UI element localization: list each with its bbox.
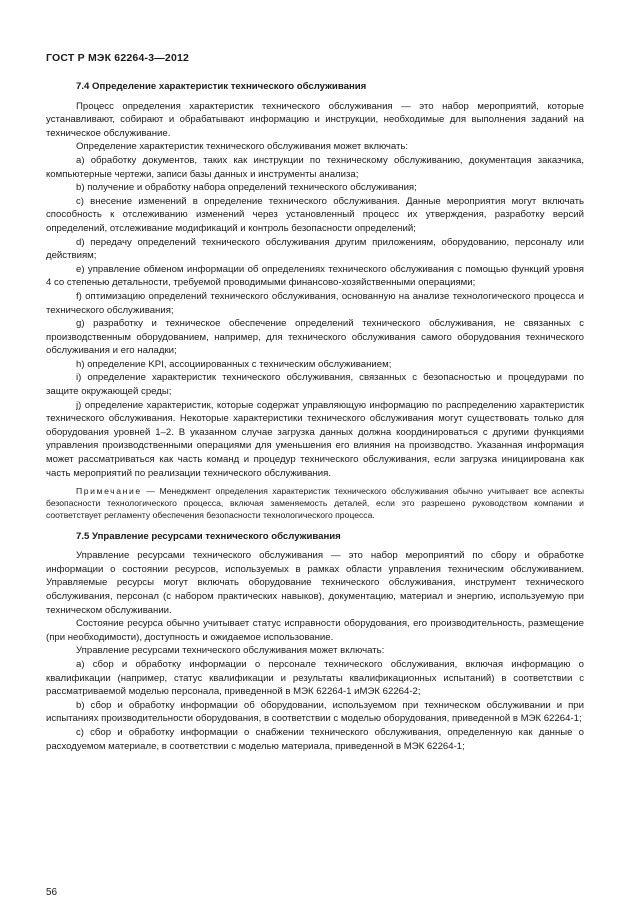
paragraph: Процесс определения характеристик технического обслуживания — это набор мероприятий, которые устанавливают, собирают и обрабатывают информацию и инструкции, необходимые для выполнения заданий на техническое обслуживание. (46, 100, 584, 139)
document-header: ГОСТ Р МЭК 62264-3—2012 (46, 52, 190, 64)
list-item-i: i) определение характеристик технического обслуживания, связанных с безопасностью и процедурами по защите окружающей среды; (46, 372, 584, 398)
list-item-a: a) сбор и обработку информации о персонале технического обслуживания, включая информацию о квалификации (например, статус квалификации и результаты квалификационных испытаний) в соответствии с рассматриваемой моделью персонала, приведенной в МЭК 62264-1 иМЭК 62264-2; (46, 658, 584, 698)
section-heading-7-4: 7.4 Определение характеристик технического обслуживания (76, 81, 367, 92)
section-heading-7-5: 7.5 Управление ресурсами технического обслуживания (76, 530, 341, 542)
list-item-g: g) разработку и техническое обеспечение определений технического обслуживания, не связанных с производственным оборудованием, например, для технического обслуживания самого оборудования технического обслуживания и его наладки; (46, 318, 584, 357)
list-item-e: e) управление обменом информации об определениях технического обслуживания с помощью функций уровня 4 со степенью детальности, требуемой проводимыми финансово-хозяйственными операциями; (46, 263, 584, 289)
note (46, 486, 584, 521)
note-label: Примечание (76, 486, 142, 497)
page-body (46, 80, 584, 753)
list-item-a: a) обработку документов, таких как инструкции по техническому обслуживанию, документация заказчика, компьютерные чертежи, записи базы данных и инструменты анализа; (46, 154, 584, 180)
list-item-b: b) сбор и обработку информации об оборудовании, используемом при техническом обслуживании и при испытаниях производительности оборудования, в соответствии с моделью оборудования, приведенной в МЭК 62264-1; (46, 699, 584, 725)
list-item-d: d) передачу определений технического обслуживания другим приложениям, оборудованию, персоналу или действиям; (46, 236, 584, 262)
paragraph: Состояние ресурса обычно учитывает статус исправности оборудования, его производительность, размещение (при необходимости), доступность и ожидаемое использование. (46, 618, 584, 643)
page-number: 56 (46, 887, 58, 898)
list-item-b: b) получение и обработку набора определений технического обслуживания; (76, 182, 417, 194)
list-item-c: c) внесение изменений в определение технического обслуживания. Данные мероприятия могут включать способность к отслеживанию изменений через установленный процесс их утверждения, разработку версий определений, отслеживание модификаций и контроль безопасности определений; (46, 195, 584, 234)
paragraph: Определение характеристик технического обслуживания может включать: (76, 141, 409, 153)
list-item-c: c) сбор и обработку информации о снабжении технического обслуживания, определенную как данные о расходуемом материале, в соответствии с моделью материала, приведенной в МЭК 62264-1; (46, 726, 584, 752)
list-item-f: f) оптимизацию определений технического обслуживания, основанную на анализе технологического процесса и технического обслуживания; (46, 290, 584, 316)
paragraph: Управление ресурсами технического обслуживания может включать: (76, 645, 385, 657)
note-text: — Менеджмент определения характеристик технического обслуживания обычно учитывает все аспекты безопасности технологического процесса, включая заменяемость деталей, если это разрешено руководством компании и соответствует регламенту обеспечения безопасности технологического процесса. (46, 486, 584, 520)
list-item-j: j) определение характеристик, которые содержат управляющую информацию по распределению характеристик технического обслуживания. Некоторые характеристики технического обслуживания могут существовать только для оборудования уровней 1–2. В указанном случае загрузка данных должна координироваться с другими функциями управления производственными операциями для уменьшения его влияния на производство. Указанная информация может рассматриваться как часть команд и процедур технического обслуживания, если загрузка инициирована как часть мероприятий по реализации технического обслуживания. (46, 399, 584, 479)
list-item-h: h) определение KPI, ассоциированных с техническим обслуживанием; (76, 358, 392, 370)
paragraph: Управление ресурсами технического обслуживания — это набор мероприятий по сбору и обработке информации о состоянии ресурсов, используемых в рамках области управления техническим обслуживанием. Управляемые ресурсы могут включать оборудование технического обслуживания, инструмент технического обслуживания, персонал (с набором практических навыков), документацию, материал и энергию, используемую при техническом обслуживании. (46, 550, 584, 616)
